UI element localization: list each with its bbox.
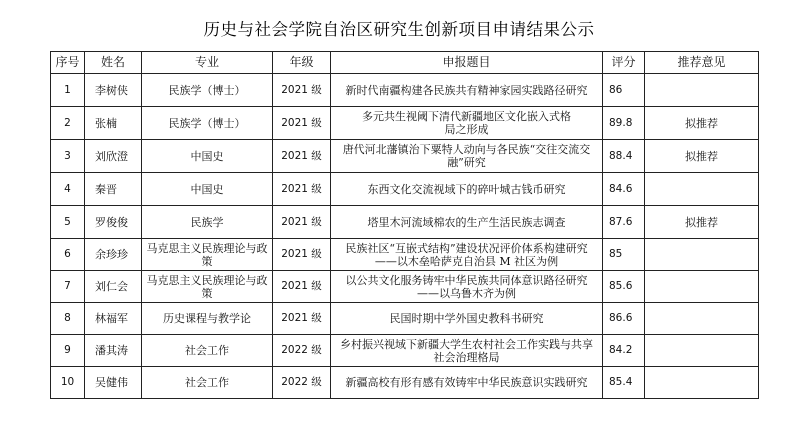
col-header-score: 评分	[603, 52, 645, 74]
table-row	[51, 173, 759, 206]
cell-grade: 2021 级	[273, 74, 331, 107]
table-row	[51, 367, 759, 399]
cell-topic	[331, 206, 603, 239]
topic-text: 唐代河北藩镇治下粟特人动向与各民族“交往交流交融”研究	[342, 143, 591, 169]
cell-topic	[331, 271, 603, 303]
cell-recommendation: 拟推荐	[645, 206, 759, 239]
cell-name: 林福军	[85, 303, 142, 335]
cell-no: 5	[51, 206, 85, 239]
cell-major: 民族学（博士）	[142, 107, 273, 140]
cell-score: 85.4	[603, 367, 645, 399]
cell-name: 潘其涛	[85, 335, 142, 367]
topic-text: 塔里木河流域棉农的生产生活民族志调查	[367, 215, 566, 229]
cell-no: 2	[51, 107, 85, 140]
table-row	[51, 74, 759, 107]
cell-grade: 2021 级	[273, 206, 331, 239]
cell-name: 刘仁会	[85, 271, 142, 303]
cell-score: 89.8	[603, 107, 645, 140]
topic-text: 多元共生视阈下清代新疆地区文化嵌入式格局之形成	[362, 110, 571, 136]
cell-grade: 2021 级	[273, 239, 331, 271]
document-title: 历史与社会学院自治区研究生创新项目申请结果公示	[203, 20, 595, 39]
cell-score: 86.6	[603, 303, 645, 335]
table-header-row	[51, 52, 759, 74]
topic-text: 民国时期中学外国史教科书研究	[389, 312, 544, 325]
cell-major: 马克思主义民族理论与政策	[142, 239, 273, 271]
cell-no: 10	[51, 367, 85, 399]
table-row	[51, 206, 759, 239]
results-table	[50, 51, 759, 399]
cell-name: 刘欣澄	[85, 140, 142, 173]
cell-recommendation	[645, 173, 759, 206]
table-row	[51, 140, 759, 173]
cell-topic	[331, 107, 603, 140]
cell-topic	[331, 74, 603, 107]
cell-topic	[331, 367, 603, 399]
cell-name: 李树侠	[85, 74, 142, 107]
topic-text: 新疆高校有形有感有效铸牢中华民族意识实践研究	[345, 376, 588, 389]
cell-no: 8	[51, 303, 85, 335]
cell-score: 85.6	[603, 271, 645, 303]
cell-major: 社会工作	[142, 367, 273, 399]
cell-recommendation	[645, 335, 759, 367]
table-row	[51, 107, 759, 140]
topic-text: 以公共文化服务铸牢中华民族共同体意识路径研究——以乌鲁木齐为例	[345, 273, 588, 300]
cell-topic	[331, 239, 603, 271]
table-row	[51, 335, 759, 367]
cell-major: 马克思主义民族理论与政策	[142, 271, 273, 303]
topic-text: 东西文化交流视域下的碎叶城古钱币研究	[367, 182, 566, 196]
cell-grade: 2022 级	[273, 335, 331, 367]
cell-no: 3	[51, 140, 85, 173]
cell-recommendation	[645, 239, 759, 271]
cell-major: 历史课程与教学论	[142, 303, 273, 335]
cell-topic	[331, 173, 603, 206]
cell-major: 民族学（博士）	[142, 74, 273, 107]
cell-recommendation	[645, 74, 759, 107]
cell-topic	[331, 303, 603, 335]
cell-grade: 2021 级	[273, 140, 331, 173]
cell-name: 张楠	[85, 107, 142, 140]
col-header-major: 专业	[142, 52, 273, 74]
cell-score: 85	[603, 239, 645, 271]
table-row	[51, 303, 759, 335]
cell-name: 余珍珍	[85, 239, 142, 271]
cell-name: 秦晋	[85, 173, 142, 206]
cell-no: 6	[51, 239, 85, 271]
table-row	[51, 271, 759, 303]
cell-recommendation: 拟推荐	[645, 140, 759, 173]
cell-score: 84.6	[603, 173, 645, 206]
cell-topic	[331, 335, 603, 367]
cell-score: 84.2	[603, 335, 645, 367]
col-header-topic: 申报题目	[331, 52, 603, 74]
cell-no: 9	[51, 335, 85, 367]
cell-major: 社会工作	[142, 335, 273, 367]
cell-recommendation	[645, 303, 759, 335]
cell-major: 中国史	[142, 173, 273, 206]
topic-text: 乡村振兴视域下新疆大学生农村社会工作实践与共享社会治理格局	[340, 337, 593, 364]
col-header-no: 序号	[51, 52, 85, 74]
cell-recommendation	[645, 367, 759, 399]
col-header-grade: 年级	[273, 52, 331, 74]
cell-no: 4	[51, 173, 85, 206]
cell-no: 1	[51, 74, 85, 107]
col-header-name: 姓名	[85, 52, 142, 74]
cell-topic	[331, 140, 603, 173]
topic-text: 新时代南疆构建各民族共有精神家园实践路径研究	[345, 83, 588, 97]
cell-grade: 2021 级	[273, 173, 331, 206]
cell-recommendation: 拟推荐	[645, 107, 759, 140]
cell-name: 吴健伟	[85, 367, 142, 399]
cell-name: 罗俊俊	[85, 206, 142, 239]
cell-score: 88.4	[603, 140, 645, 173]
cell-no: 7	[51, 271, 85, 303]
cell-major: 民族学	[142, 206, 273, 239]
cell-grade: 2021 级	[273, 107, 331, 140]
col-header-recommendation: 推荐意见	[645, 52, 759, 74]
cell-major: 中国史	[142, 140, 273, 173]
cell-score: 86	[603, 74, 645, 107]
table-row	[51, 239, 759, 271]
cell-grade: 2021 级	[273, 303, 331, 335]
cell-score: 87.6	[603, 206, 645, 239]
cell-grade: 2021 级	[273, 271, 331, 303]
cell-recommendation	[645, 271, 759, 303]
topic-text: 民族社区“互嵌式结构”建设状况评价体系构建研究——以木垒哈萨克自治县 M 社区为例	[345, 241, 588, 268]
cell-grade: 2022 级	[273, 367, 331, 399]
